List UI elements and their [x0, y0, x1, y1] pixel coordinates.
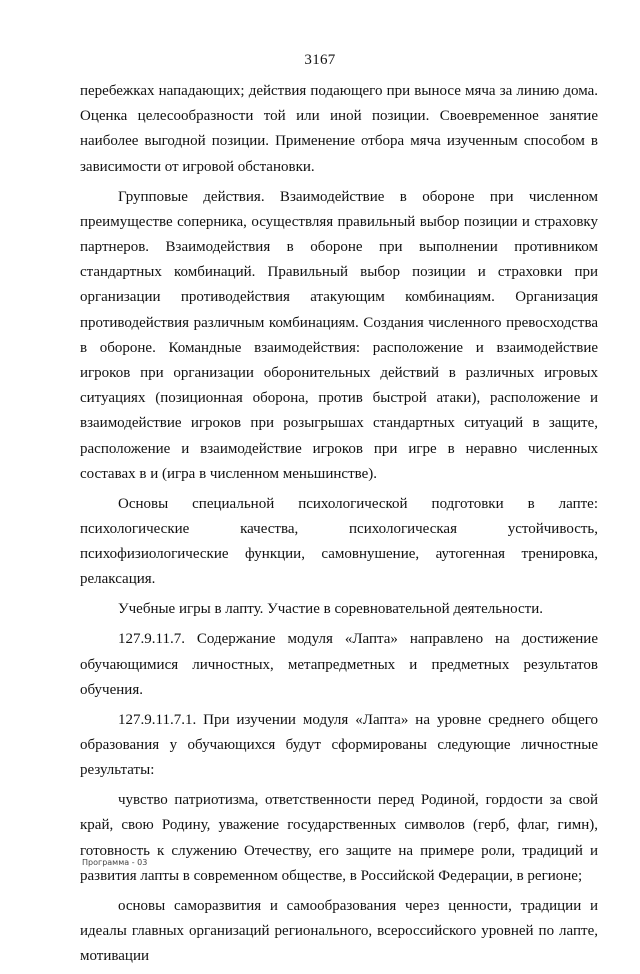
paragraph-1: перебежках нападающих; действия подающего при выносе мяча за линию дома. Оценка целесообразности той или иной позиции. Своевременное занятие наиболее выгодной позиции. Применение отбора мяча изученным способом в зависимости от игровой обстановки.	[80, 83, 598, 175]
paragraph-2: Групповые действия. Взаимодействие в обороне при численном преимуществе соперника, осуществляя правильный выбор позиции и страховку партнеров. Взаимодействия в обороне при выполнении противником стандартных комбинаций. Правильный выбор позиции и страховки при организации противодействия атакующим комбинациям. Организация противодействия различным комбинациям. Создания численного превосходства в обороне. Командные взаимодействия: расположение и взаимодействие игроков при организации оборонительных действий в различных игровых ситуациях (позиционная оборона, против быстрой атаки), расположение и взаимодействие игроков при розыгрышах стандартных ситуаций в защите, расположение и взаимодействие игроков при игре в неравно численных составах в и (игра в численном меньшинстве).	[80, 188, 598, 482]
document-body	[80, 79, 598, 974]
footer-label: Программа - 03	[82, 858, 148, 867]
paragraph-5: 127.9.11.7. Содержание модуля «Лапта» направлено на достижение обучающимися личностных, метапредметных и предметных результатов обучения.	[80, 631, 598, 698]
paragraph-3: Основы специальной психологической подготовки в лапте: психологические качества, психологическая устойчивость, психофизиологические функции, самовнушение, аутогенная тренировка, релаксация.	[80, 495, 598, 588]
paragraph-4: Учебные игры в лапту. Участие в соревновательной деятельности.	[118, 601, 543, 618]
paragraph-8: основы саморазвития и самообразования через ценности, традиции и идеалы главных организаций регионального, всероссийского уровней по лапте, мотивации	[80, 897, 598, 965]
page-number: 3167	[304, 52, 336, 68]
paragraph-7: чувство патриотизма, ответственности перед Родиной, гордости за свой край, свою Родину, уважение государственных символов (герб, флаг, гимн), готовность к служению Отечеству, его защите на примере роли, традиций и развития лапты в современном обществе, в Российской Федерации, в регионе;	[80, 792, 598, 884]
paragraph-6: 127.9.11.7.1. При изучении модуля «Лапта» на уровне среднего общего образования у обучающихся будут сформированы следующие личностные результаты:	[80, 711, 598, 779]
